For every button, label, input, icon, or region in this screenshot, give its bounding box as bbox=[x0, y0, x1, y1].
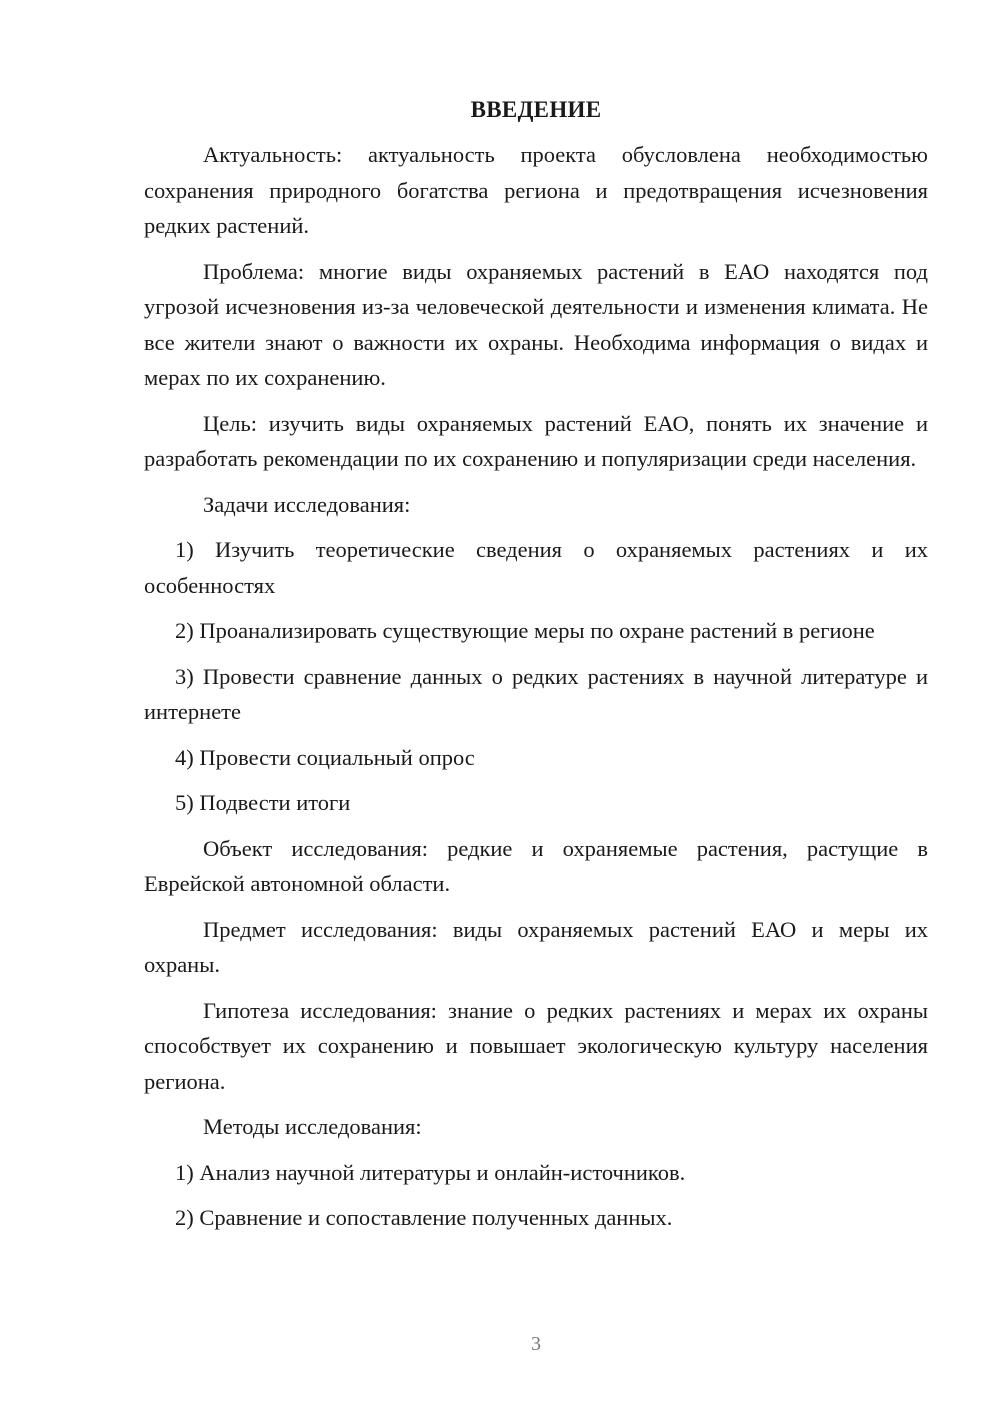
method-item-1: 1) Анализ научной литературы и онлайн-источников. bbox=[175, 1159, 686, 1185]
document-page bbox=[144, 93, 928, 1236]
task-item-2: 2) Проанализировать существующие меры по охране растений в регионе bbox=[175, 618, 875, 643]
task-item-1: 1) Изучить теоретические сведения о охраняемых растениях и их особенностях bbox=[144, 537, 928, 598]
task-item-4: 4) Провести социальный опрос bbox=[175, 744, 475, 770]
paragraph-methods-heading: Методы исследования: bbox=[203, 1114, 422, 1139]
paragraph-tasks-heading: Задачи исследования: bbox=[203, 491, 411, 517]
paragraph-problem: Проблема: многие виды охраняемых растений в ЕАО находятся под угрозой исчезновения из-за человеческой деятельности и изменения климата. Не все жители знают о важности их охраны. Необходима информация о видах и мерах по их сохранению. bbox=[144, 258, 928, 390]
section-title: ВВЕДЕНИЕ bbox=[470, 97, 602, 122]
page-number: 3 bbox=[531, 1333, 541, 1355]
paragraph-object: Объект исследования: редкие и охраняемые растения, растущие в Еврейской автономной области. bbox=[144, 835, 928, 896]
method-item-2: 2) Сравнение и сопоставление полученных данных. bbox=[175, 1205, 673, 1230]
paragraph-subject: Предмет исследования: виды охраняемых растений ЕАО и меры их охраны. bbox=[144, 916, 928, 977]
paragraph-relevance: Актуальность: актуальность проекта обусловлена необходимостью сохранения природного богатства региона и предотвращения исчезновения редких растений. bbox=[144, 142, 928, 238]
paragraph-goal: Цель: изучить виды охраняемых растений ЕАО, понять их значение и разработать рекомендации по их сохранению и популяризации среди населения. bbox=[144, 410, 928, 471]
task-item-5: 5) Подвести итоги bbox=[175, 790, 351, 815]
task-item-3: 3) Провести сравнение данных о редких растениях в научной литературе и интернете bbox=[144, 663, 928, 724]
paragraph-hypothesis: Гипотеза исследования: знание о редких растениях и мерах их охраны способствует их сохранению и повышает экологическую культуру населения региона. bbox=[144, 997, 928, 1094]
